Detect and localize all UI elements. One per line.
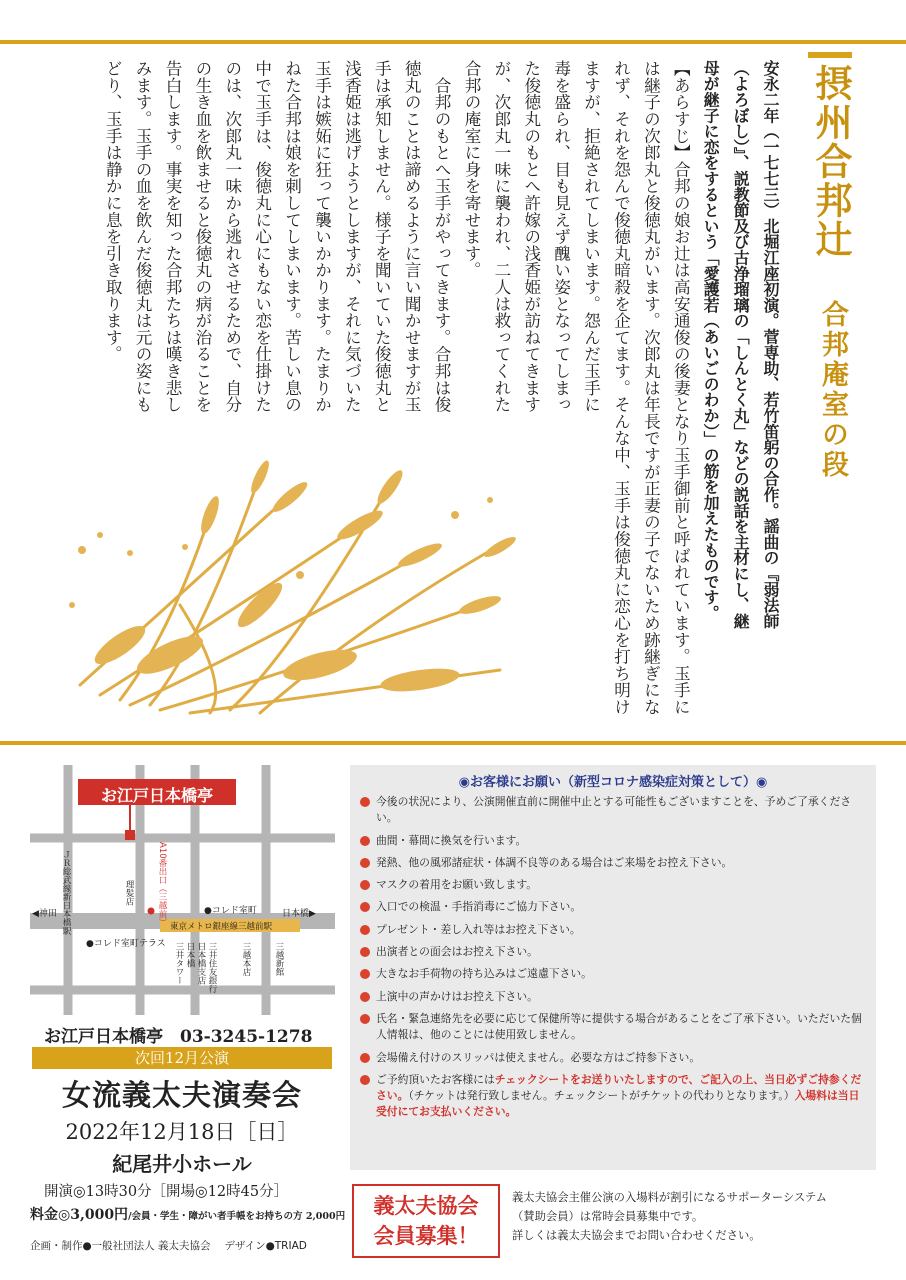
checksheet-b: チェックシートをお送りいたしますので、ご記入の上、当日必ずご持参ください。 xyxy=(376,1072,862,1103)
notice-item xyxy=(360,989,866,1005)
notice-item xyxy=(360,877,866,893)
synopsis-column: れず、それを怨んで俊徳丸暗殺を企てます。そんな中、玉手は俊徳丸に恋心を打ち明け xyxy=(611,60,631,716)
notice-item-checksheet xyxy=(360,1072,866,1121)
map-label-metro: 東京メトロ銀座線三越前駅 xyxy=(170,922,273,932)
notice-item xyxy=(360,794,866,827)
membership-badge xyxy=(352,1184,500,1258)
membership-line2: 会員募集！ xyxy=(373,1224,479,1248)
map-label-shinkan: 三越新館 xyxy=(274,942,284,976)
map-label-kanda: ◀神田 xyxy=(32,909,57,919)
notice-item xyxy=(360,855,866,871)
synopsis-column: 合邦の庵室に身を寄せます。 xyxy=(462,60,481,279)
map-label-bank1: 三井住友銀行 xyxy=(207,942,217,993)
page-subtitle: 合邦庵室の段 xyxy=(817,300,848,480)
synopsis-column: 手は承知しません。様子を聞いていた俊徳丸と xyxy=(372,60,392,413)
bullet-icon xyxy=(360,969,370,979)
synopsis-column: どり、玉手は静かに息を引き取ります。 xyxy=(103,60,123,363)
membership-text xyxy=(512,1188,888,1245)
map-label-mitsukoshi: 三越本店 xyxy=(241,942,251,976)
notice-item-text: 発熱、他の風邪諸症状・体調不良等のある場合はご来場をお控え下さい。 xyxy=(376,855,733,869)
bullet-icon xyxy=(360,880,370,890)
notice-item xyxy=(360,944,866,960)
bullet-icon xyxy=(360,836,370,846)
synopsis-column: 浅香姫は逃げようとしますが、それに気づいた xyxy=(342,60,362,413)
notice-title: ◉お客様にお願い（新型コロナ感染症対策として）◉ xyxy=(458,775,768,790)
notice-item xyxy=(360,833,866,849)
synopsis-column: ますが、拒絶されてしまいます。怨んだ玉手に xyxy=(581,60,601,413)
map-label-exit: A10番出口（三越前） xyxy=(157,842,167,927)
concert-price xyxy=(30,1204,345,1224)
synopsis-column: ねた合邦は娘を刺してしまいます。苦しい息の xyxy=(282,60,302,413)
covid-notice xyxy=(350,765,876,1170)
notice-item xyxy=(360,1050,866,1066)
notice-list xyxy=(360,794,866,1121)
middle-rule xyxy=(0,741,906,745)
bullet-icon xyxy=(360,797,370,807)
membership-text-3: 詳しくは義太夫協会までお問い合わせください。 xyxy=(512,1229,761,1242)
map-sign: お江戸日本橋亭 xyxy=(100,786,213,805)
venue-phone: お江戸日本橋亭 03-3245-1278 xyxy=(44,1027,313,1047)
map-label-coredo: ●コレド室町 xyxy=(204,906,257,916)
notice-item-text: マスクの着用をお願い致します。 xyxy=(376,878,538,892)
price-main: 料金◎3,000円 xyxy=(30,1207,129,1223)
notice-item-text: 曲間・幕間に換気を行います。 xyxy=(376,833,527,847)
bullet-icon xyxy=(360,992,370,1002)
synopsis-column: 安永二年（一七七三）北堀江座初演。菅専助、若竹笛躬の合作。謡曲の『弱法師 xyxy=(761,60,780,629)
map-label-tower2: 三井タワー xyxy=(174,942,184,985)
notice-item-text: 入口での検温・手指消毒にご協力下さい。 xyxy=(376,900,582,914)
synopsis-column: 母が継子に恋をするという「愛護若（あいごのわか）」の筋を加えたものです。 xyxy=(701,60,721,621)
synopsis-column: が、次郎丸一味に襲われ、二人は救ってくれた xyxy=(491,60,511,413)
checksheet-c: （チケットは発行致しません。チェックシートがチケットの代わりとなります。） xyxy=(408,1089,795,1103)
map-label-bank2: 日本橋支店 xyxy=(196,942,206,985)
top-rule xyxy=(0,40,906,44)
bullet-icon xyxy=(360,947,370,957)
bullet-icon xyxy=(360,1075,370,1085)
membership-text-1: 義太夫協会主催公演の入場料が割引になるサポーターシステム xyxy=(512,1191,827,1204)
notice-item-text: プレゼント・差し入れ等はお控え下さい。 xyxy=(376,922,581,936)
synopsis-column: は継子の次郎丸と俊徳丸がいます。次郎丸は年長ですが正妻の子でないため跡継ぎにな xyxy=(641,60,661,716)
synopsis-column: 中で玉手は、俊徳丸に心にもない恋を仕掛けた xyxy=(252,60,272,413)
synopsis-column: の生き血を飲ませると俊徳丸の病が治ることを xyxy=(192,60,212,413)
notice-item-text: 氏名・緊急連絡先を必要に応じて保健所等に提供する場合があることをご了承下さい。いただいた個人情報は、他のことには使用致しません。 xyxy=(376,1011,862,1042)
bullet-icon xyxy=(360,925,370,935)
concert-title: 女流義太夫演奏会 xyxy=(61,1078,302,1112)
concert-date: 2022年12月18日［日］ xyxy=(65,1120,299,1144)
synopsis-column: 毒を盛られ、目も見えず醜い姿となってしまっ xyxy=(551,60,571,413)
checksheet-a: ご予約頂いたお客様には xyxy=(376,1072,495,1086)
bullet-icon xyxy=(360,902,370,912)
notice-item-text: 出演者との面会はお控え下さい。 xyxy=(376,945,538,959)
synopsis-column: 合邦のもとへ玉手がやってきます。合邦は俊 xyxy=(432,60,452,413)
synopsis-column: 玉手は嫉妬に狂って襲いかかります。たまりか xyxy=(312,60,332,413)
synopsis-column: 【あらすじ】合邦の娘お辻は高安通俊の後妻となり玉手御前と呼ばれています。玉手に xyxy=(671,60,691,716)
bullet-icon xyxy=(360,1014,370,1024)
concert-time: 開演◎13時30分［開場◎12時45分］ xyxy=(44,1184,289,1200)
notice-item-text: 大きなお手荷物の持ち込みはご遠慮下さい。 xyxy=(376,967,592,981)
page-title: 摂州合邦辻 xyxy=(809,64,853,259)
checksheet-d: 入場料は当日受付にてお支払いください。 xyxy=(376,1089,860,1119)
autumn-grass-illustration xyxy=(60,455,520,720)
synopsis-column: みます。玉手の血を飲んだ俊徳丸は元の姿にも xyxy=(133,60,153,413)
bullet-icon xyxy=(360,858,370,868)
notice-item-text: 今後の状況により、公演開催直前に開催中止とする可能性もございますことを、予めご了承ください。 xyxy=(376,795,852,825)
synopsis-column: 告白します。事実を知った合邦たちは嘆き悲し xyxy=(163,60,182,413)
notice-item xyxy=(360,966,866,982)
map-label-nihonbashi: 日本橋▶ xyxy=(282,909,316,919)
bullet-icon xyxy=(360,1053,370,1063)
price-note: /会員・学生・障がい者手帳をお持ちの方 2,000円 xyxy=(128,1211,346,1222)
synopsis-column: のは、次郎丸一味から逃れさせるためで、自分 xyxy=(222,60,242,413)
title-bar xyxy=(808,52,852,58)
map-label-jr: ＪＲ総武線新日本橋駅 xyxy=(61,850,71,935)
map-label-tower1: 日本橋 xyxy=(185,942,195,968)
membership-text-2: （賛助会員）は常時会員募集中です。 xyxy=(512,1210,704,1223)
map-label-terrace: ●コレド室町テラス xyxy=(86,939,166,949)
membership-line1: 義太夫協会 xyxy=(373,1194,479,1218)
concert-hall: 紀尾井小ホール xyxy=(112,1152,252,1176)
notice-item xyxy=(360,922,866,938)
map-label-rikoten: 理髪店 xyxy=(124,880,134,906)
notice-item-text: 上演中の声かけはお控え下さい。 xyxy=(376,989,538,1003)
next-concert-label: 次回12月公演 xyxy=(32,1047,332,1069)
notice-item-text: 会場備え付けのスリッパは使えません。必要な方はご持参下さい。 xyxy=(376,1050,701,1064)
notice-item xyxy=(360,1011,866,1044)
synopsis-column: 徳丸のことは諦めるように言い聞かせますが玉 xyxy=(402,60,422,413)
synopsis-column: （よろぼし）』、説教節及び古浄瑠璃の「しんとく丸」などの説話を主材にし、継 xyxy=(731,60,751,629)
production-credit: 企画・制作●一般社団法人 義太夫協会 デザイン●TRIAD xyxy=(30,1240,307,1252)
notice-item xyxy=(360,899,866,915)
synopsis-column: た俊徳丸のもとへ許嫁の浅香姫が訪ねてきます xyxy=(521,60,541,413)
